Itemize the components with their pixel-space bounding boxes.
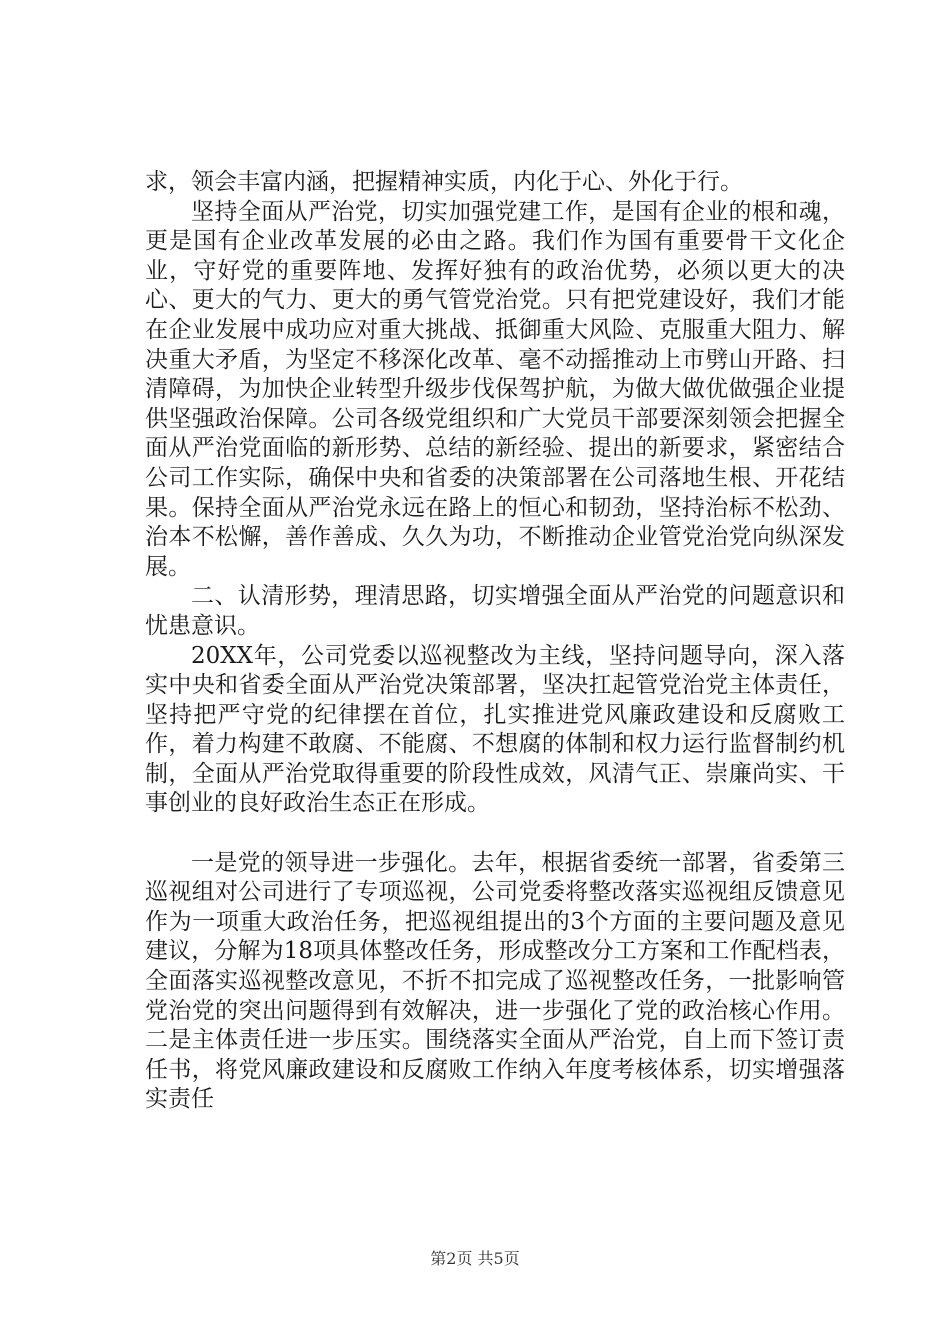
paragraph-continuation: 求，领会丰富内涵，把握精神实质，内化于心、外化于行。 — [145, 169, 743, 195]
section-heading-two: 二、认清形势，理清思路，切实增强全面从严治党的问题意识和忧患意识。 — [145, 583, 845, 639]
paragraph-party-building: 坚持全面从严治党，切实加强党建工作，是国有企业的根和魂，更是国有企业改革发展的必由之路。我们作为国有重要骨干文化企业，守好党的重要阵地、发挥好独有的政治优势，必须以更大的决心、更大的气力、更大的勇气管党治党。只有把党建设好，我们才能在企业发展中成功应对重大挑战、抵御重大风险、克服重大阻力、解决重大矛盾，为坚定不移深化改革、毫不动摇推动上市劈山开路、扫清障碍，为加快企业转型升级步伐保驾护航，为做大做优做强企业提供坚强政治保障。公司各级党组织和广大党员干部要深刻领会把握全面从严治党面临的新形势、总结的新经验、提出的新要求，紧密结合公司工作实际，确保中央和省委的决策部署在公司落地生根、开花结果。保持全面从严治党永远在路上的恒心和韧劲，坚持治标不松劲、治本不松懈，善作善成、久久为功，不断推动企业管党治党向纵深发展。 — [145, 198, 845, 580]
document-body — [145, 168, 845, 1115]
page-number-footer: 第2页 共5页 — [430, 1249, 520, 1268]
paragraph-annual-review: 20XX年，公司党委以巡视整改为主线，坚持问题导向，深入落实中央和省委全面从严治党决策部署，坚决扛起管党治党主体责任，坚持把严守党的纪律摆在首位，扎实推进党风廉政建设和反腐败工作，着力构建不敢腐、不能腐、不想腐的体制和权力运行监督制约机制，全面从严治党取得重要的阶段性成效，风清气正、崇廉尚实、干事创业的良好政治生态正在形成。 — [145, 642, 845, 817]
paragraph-leadership: 一是党的领导进一步强化。去年，根据省委统一部署，省委第三巡视组对公司进行了专项巡视，公司党委将整改落实巡视组反馈意见作为一项重大政治任务，把巡视组提出的3个方面的主要问题及意见建议，分解为18项具体整改任务，形成整改分工方案和工作配档表，全面落实巡视整改意见，不折不扣完成了巡视整改任务，一批影响管党治党的突出问题得到有效解决，进一步强化了党的政治核心作用。二是主体责任进一步压实。围绕落实全面从严治党，自上而下签订责任书，将党风廉政建设和反腐败工作纳入年度考核体系，切实增强落实责任 — [145, 849, 845, 1113]
